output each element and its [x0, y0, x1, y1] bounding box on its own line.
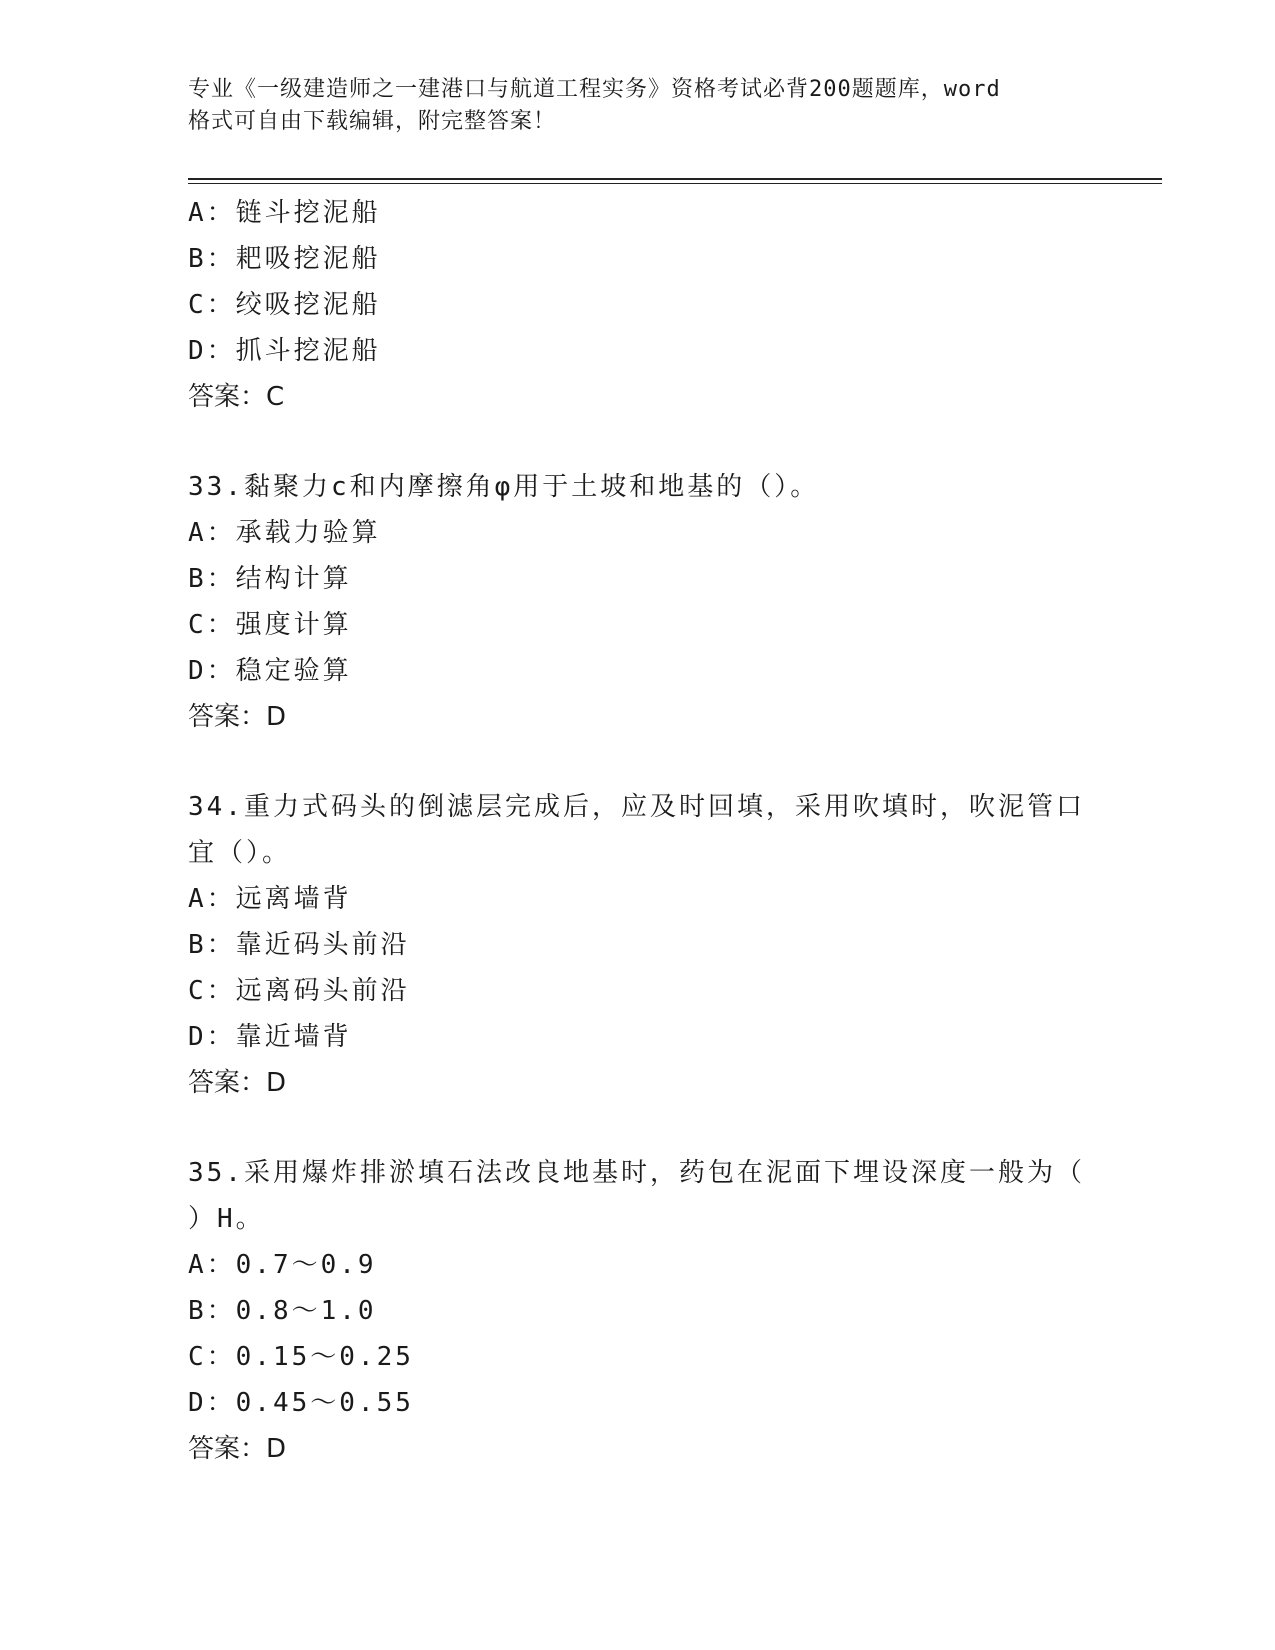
- option-c: C：绞吸挖泥船: [188, 290, 381, 320]
- option-c: C：远离码头前沿: [188, 976, 410, 1006]
- option-d: D：稳定验算: [188, 656, 352, 686]
- option-c: C：强度计算: [188, 610, 352, 640]
- option-a: A：承载力验算: [188, 518, 381, 548]
- spacer: [188, 740, 1088, 784]
- option-d: D：靠近墙背: [188, 1022, 352, 1052]
- option-c: C：0.15～0.25: [188, 1342, 414, 1372]
- question-block-35: [188, 1150, 1088, 1472]
- question-block-34: [188, 784, 1088, 1106]
- question-list: [188, 190, 1088, 1472]
- option-a: A：0.7～0.9: [188, 1250, 377, 1280]
- header-divider-thin: [188, 183, 1162, 184]
- question-block-32: [188, 190, 1088, 420]
- question-text-line-1: 34.重力式码头的倒滤层完成后，应及时回填，采用吹填时，吹泥管口: [188, 792, 1085, 822]
- question-text: 33.黏聚力c和内摩擦角φ用于土坡和地基的（）。: [188, 472, 820, 502]
- option-d: D：抓斗挖泥船: [188, 336, 381, 366]
- header-line-1: 专业《一级建造师之一建港口与航道工程实务》资格考试必背200题题库，word: [188, 77, 1001, 102]
- option-d: D：0.45～0.55: [188, 1388, 414, 1418]
- spacer: [188, 420, 1088, 464]
- option-b: B：靠近码头前沿: [188, 930, 410, 960]
- header-divider-thick: [188, 178, 1162, 180]
- document-header: [188, 74, 1088, 138]
- header-line-2: 格式可自由下载编辑，附完整答案！: [188, 109, 557, 134]
- option-b: B：0.8～1.0: [188, 1296, 377, 1326]
- option-b: B：耙吸挖泥船: [188, 244, 381, 274]
- option-b: B：结构计算: [188, 564, 352, 594]
- question-text-line-2: 宜（）。: [188, 838, 292, 868]
- answer-label: 答案：D: [188, 702, 287, 732]
- spacer: [188, 1106, 1088, 1150]
- answer-label: 答案：D: [188, 1434, 287, 1464]
- question-text-line-1: 35.采用爆炸排淤填石法改良地基时，药包在泥面下埋设深度一般为（: [188, 1158, 1085, 1188]
- option-a: A：远离墙背: [188, 884, 352, 914]
- answer-label: 答案：C: [188, 382, 285, 412]
- question-text-line-2: ）H。: [188, 1204, 265, 1234]
- question-block-33: [188, 464, 1088, 740]
- answer-label: 答案：D: [188, 1068, 287, 1098]
- option-a: A：链斗挖泥船: [188, 198, 381, 228]
